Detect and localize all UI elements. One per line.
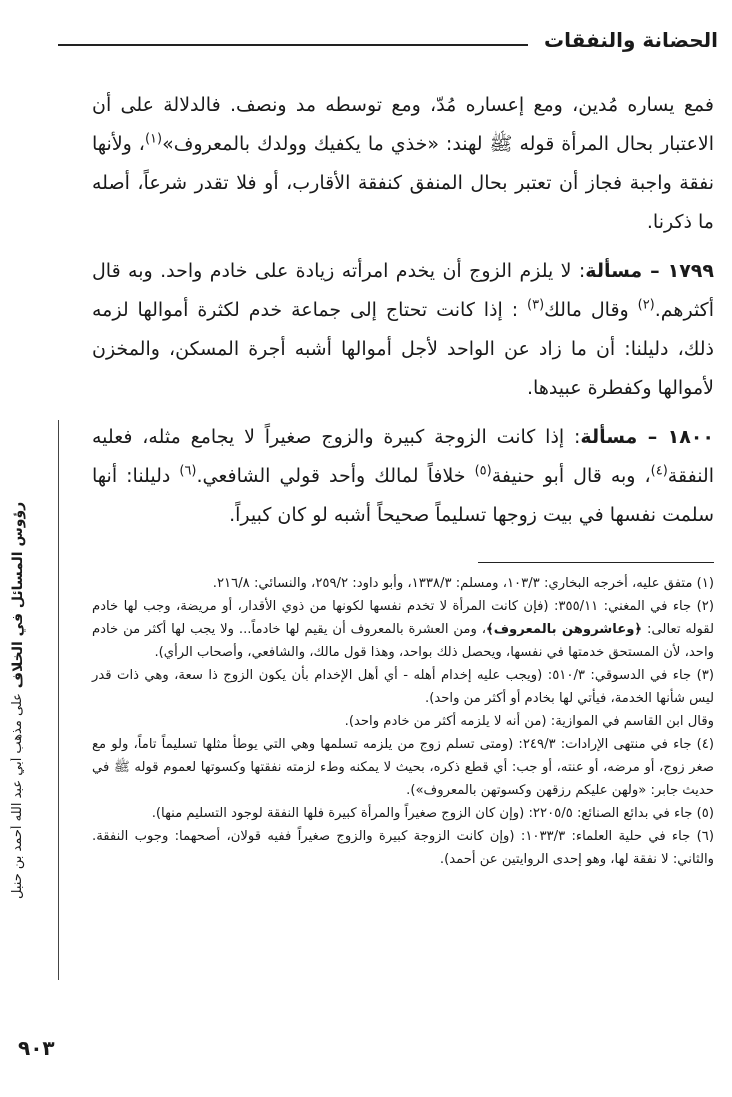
book-title-vertical [10,420,56,980]
paragraph-text: ، وبه قال أبو حنيفة [491,465,651,487]
quran-quote: ﴿وعاشروهن بالمعروف﴾ [486,622,643,637]
masala-paragraph: ١٨٠٠ – مسألة: إذا كانت الزوجة كبيرة والزوج صغيراً لا يجامع مثله، فعليه النفقة$^{(٤)}$، وبه قال أبو حنيفة$^{(٥)}$ خلافاً لمالك وأحد قولي الشافعي.$^{(٦)}$ دليلنا: أنها سلمت نفسها في بيت زوجها تسليماً صحيحاً أشبه لو كان كبيراً. [92,426,714,526]
footnote-divider [478,562,714,563]
footnote: (١) متفق عليه، أخرجه البخاري: ١٠٣/٣، ومسلم: ١٣٣٨/٣، وأبو داود: ٢٥٩/٢، والنسائي: ٢١٦/٨. [212,576,714,591]
main-text [92,86,714,535]
footnote-ref: (٣) [527,297,545,313]
footnote-ref: (٤) [650,463,668,479]
header-rule [58,44,528,46]
footnote: (٤) جاء في منتهى الإرادات: ٢٤٩/٣: (ومتى تسلم زوج من يلزمه تسلمها وهي التي يوطأ مثلها تسليماً تاماً، ولو مع صغر زوج، أو مرضه، أو عنته، أو جب: أي قطع ذكره، بحيث لا يمكنه وطء لزمته نفقتها وكسوتها لعموم قوله ﷺ في حديث جابر: «ولهن عليكم رزقهن وكسوتهن بالمعروف»). [92,737,714,798]
masala-paragraph: ١٧٩٩ – مسألة: لا يلزم الزوج أن يخدم امرأته زيادة على خادم واحد. وبه قال أكثرهم.$^{(٢)}$ وقال مالك$^{(٣)}$ : إذا كانت تحتاج إلى جماعة خدم لكثرة أموالها لزمه ذلك، دليلنا: أن ما زاد عن الواحد لأجل أموالها أشبه أجرة المسكن، والمخزن لأموالها وكفطرة عبيدها. [92,260,714,399]
paragraph-text: وقال مالك [544,299,638,321]
paragraph-text: ، ولأنها نفقة واجبة فجاز أن تعتبر بحال المنفق كنفقة الأقارب، أو فلا تقدر شرعاً، أصله ما ذكرنا. [92,133,714,233]
masala-number: ١٧٩٩ [667,260,714,282]
footnote-ref: (٦) [179,463,197,479]
book-subtitle: على مذهب أبي عبد الله أحمد بن حنبل [10,692,25,899]
footnote-ref: (٥) [474,463,492,479]
chapter-title: الحضانة والنفقات [544,28,718,52]
footnote-ref: (٢) [637,297,655,313]
footnote-ref: (١) [144,131,163,147]
paragraph [92,86,714,242]
paragraph-text: : إذا كانت تحتاج إلى جماعة خدم لكثرة أموالها لزمه ذلك، دليلنا: أن ما زاد عن الواحد لأجل أموالها أشبه أجرة المسكن، والمخزن لأموالها وكفطرة عبيدها. [92,299,714,399]
side-rule [58,420,59,980]
footnote: وقال ابن القاسم في الموازية: (من أنه لا يلزمه أكثر من خادم واحد). [344,714,714,729]
paragraph-text: : لا يلزم الزوج أن يخدم امرأته زيادة على خادم واحد. وبه قال أكثرهم. [92,260,714,321]
book-title: رؤوس المسائل في الخلاف [10,501,26,688]
footnote: (٥) جاء في بدائع الصنائع: ٢٢٠٥/٥: (وإن كان الزوج صغيراً والمرأة كبيرة فلها النفقة لوجود التسليم منها). [151,806,714,821]
paragraph-text: فمع يساره مُدين، ومع إعساره مُدّ، ومع توسطه مد ونصف. فالدلالة على أن الاعتبار بحال المرأة قوله ﷺ لهند: «خذي ما يكفيك وولدك بالمعروف» [92,94,714,155]
paragraph-text: دليلنا: أنها سلمت نفسها في بيت زوجها تسليماً صحيحاً أشبه لو كان كبيراً. [92,465,714,526]
footnotes [92,572,714,871]
running-header [58,28,718,54]
paragraph-text: : إذا كانت الزوجة كبيرة والزوج صغيراً لا يجامع مثله، فعليه النفقة [92,426,714,487]
footnote: (٣) جاء في الدسوقي: ٥١٠/٣: (ويجب عليه إخدام أهله - أي أهل الإخدام بأن يكون الزوج ذا سعة، وهي ذات قدر ليس شأنها الخدمة، فيأتي لها بخادم أو أكثر من واحد). [92,668,714,706]
masala-label: مسألة [585,260,643,282]
side-margin [10,420,70,1020]
footnote: (٢) جاء في المغني: ٣٥٥/١١: (فإن كانت المرأة لا تخدم نفسها لكونها من ذوي الأقدار، أو مريضة، وجب لها خادم لقوله تعالى: ﴿وعاشروهن بالمعروف﴾، ومن العشرة بالمعروف أن يقيم لها خادماً... ولا يجب لها أكثر من خادم واحد، لأن المستحق خدمتها في نفسها، ويحصل ذلك بواحد، وهذا قول مالك، والشافعي، وأصحاب الرأي). [92,599,714,660]
footnote: (٦) جاء في حلية العلماء: ١٠٣٣/٣: (وإن كانت الزوجة كبيرة والزوج صغيراً ففيه قولان، أصحهما: وجوب النفقة. والثاني: لا نفقة لها، وهو إحدى الروايتين عن أحمد). [92,829,714,867]
paragraph-text: خلافاً لمالك وأحد قولي الشافعي. [196,465,475,487]
masala-label: مسألة [580,426,638,448]
masala-number: ١٨٠٠ [667,426,714,448]
page-number: ٩٠٣ [18,1036,55,1060]
